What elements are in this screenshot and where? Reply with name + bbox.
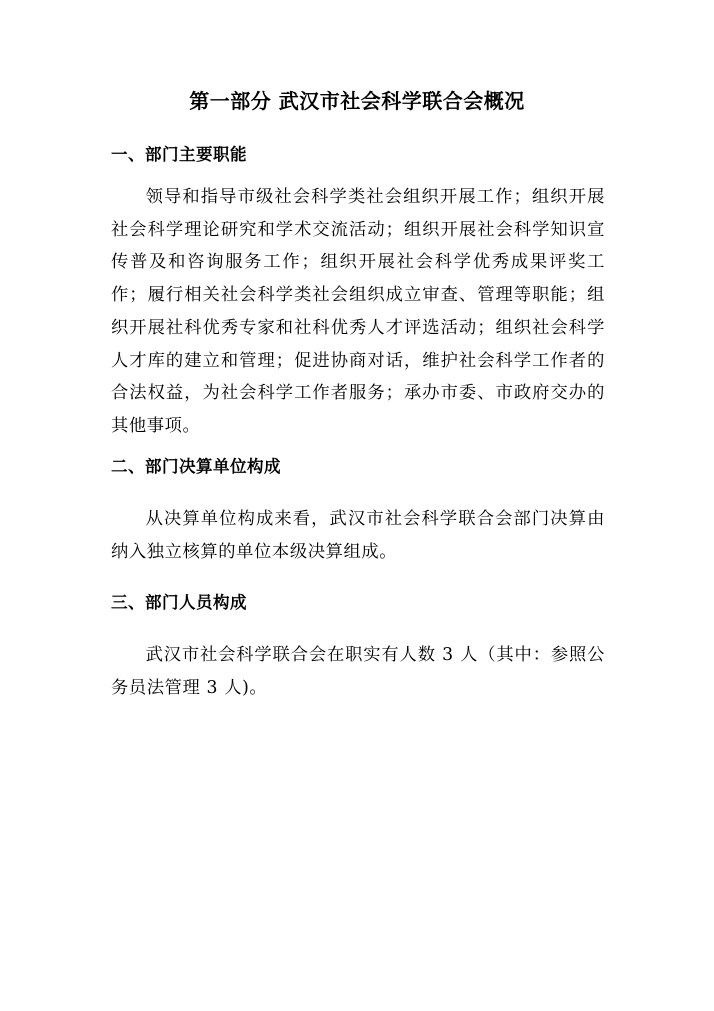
section-body-units: 从决算单位构成来看，武汉市社会科学联合会部门决算由纳入独立核算的单位本级决算组成。 [111,509,605,562]
section-heading-units: 二、部门决算单位构成 [111,457,281,476]
section-heading-functions: 一、部门主要职能 [111,145,247,164]
section-heading-staff: 三、部门人员构成 [111,593,247,612]
section-body-functions: 领导和指导市级社会科学类社会组织开展工作；组织开展社会科学理论研究和学术交流活动；组织开展社会科学知识宣传普及和咨询服务工作；组织开展社会科学优秀成果评奖工作；履行相关社会科学类社会组织成立审查、管理等职能；组织开展社科优秀专家和社科优秀人才评选活动；组织社会科学人才库的建立和管理；促进协商对话，维护社会科学工作者的合法权益，为社会科学工作者服务；承办市委、市政府交办的其他事项。 [111,187,605,436]
document-title: 第一部分 武汉市社会科学联合会概况 [189,89,525,113]
section-body-staff: 武汉市社会科学联合会在职实有人数 3 人（其中：参照公务员法管理 3 人)。 [111,645,605,698]
